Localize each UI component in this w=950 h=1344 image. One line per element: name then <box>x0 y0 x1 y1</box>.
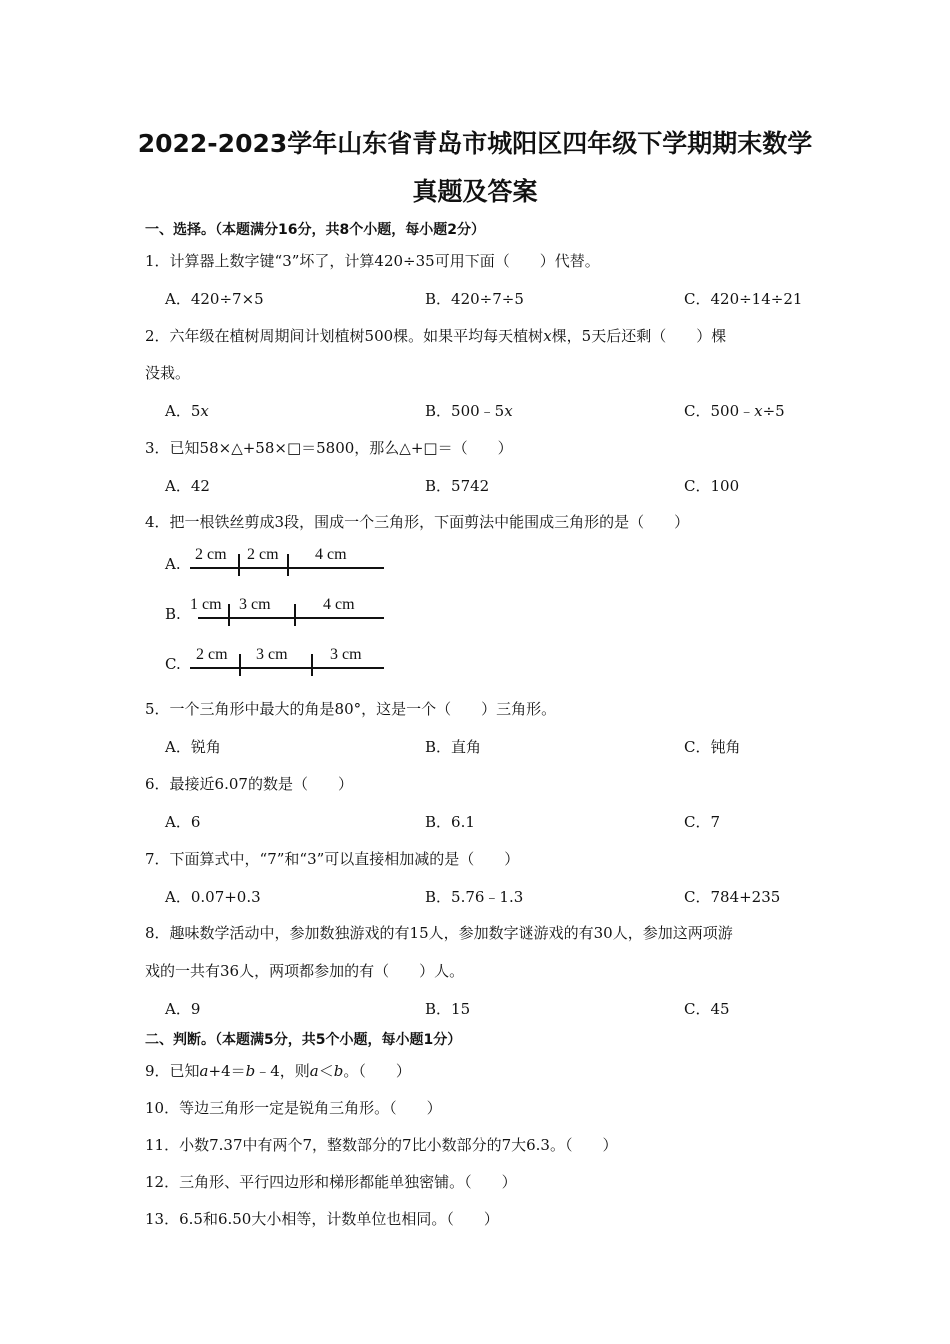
segment-label: 3 cm <box>239 596 271 613</box>
question-4-stem: 4．把一根铁丝剪成3段，围成一个三角形，下面剪法中能围成三角形的是（ ） <box>145 513 690 531</box>
question-1-stem: 1．计算器上数字键“3”坏了，计算420÷35可用下面（ ）代替。 <box>145 252 600 270</box>
question-8-option-b: B．15 <box>425 1000 471 1018</box>
question-5-stem: 5．一个三角形中最大的角是80°，这是一个（ ）三角形。 <box>145 700 557 718</box>
question-5-option-c: C．钝角 <box>684 738 741 756</box>
wire-line <box>190 667 384 669</box>
question-4-option-b-wire <box>190 595 390 630</box>
question-4-option-c-wire <box>190 645 390 680</box>
segment-label: 3 cm <box>256 646 288 663</box>
question-6-option-c: C．7 <box>684 813 721 831</box>
question-4-option-a-label: A. <box>165 555 181 573</box>
cut-mark <box>239 654 241 676</box>
question-1-option-a: A．420÷7×5 <box>165 290 264 308</box>
question-13-stem: 13．6.5和6.50大小相等，计数单位也相同。（ ） <box>145 1210 499 1228</box>
segment-label: 2 cm <box>247 546 279 563</box>
question-2-option-a: A．5x <box>165 402 209 420</box>
question-8-option-c: C．45 <box>684 1000 730 1018</box>
cut-mark <box>294 604 296 626</box>
question-6-stem: 6．最接近6.07的数是（ ） <box>145 775 353 793</box>
question-10-stem: 10．等边三角形一定是锐角三角形。（ ） <box>145 1099 442 1117</box>
question-1-option-c: C．420÷14÷21 <box>684 290 803 308</box>
page-title-line1: 2022-2023学年山东省青岛市城阳区四年级下学期期末数学 <box>137 129 813 158</box>
section-heading-choice: 一、选择。（本题满分16分，共8个小题，每小题2分） <box>145 222 485 238</box>
question-4-option-b-label: B. <box>165 605 181 623</box>
question-7-option-c: C．784+235 <box>684 888 781 906</box>
segment-label: 2 cm <box>196 646 228 663</box>
question-3-option-a: A．42 <box>165 477 210 495</box>
question-2-option-b: B．500﹣5x <box>425 402 513 420</box>
segment-label: 1 cm <box>190 596 222 613</box>
question-9-stem: 9．已知a+4＝b﹣4，则a＜b。（ ） <box>145 1062 411 1080</box>
question-8-option-a: A．9 <box>165 1000 201 1018</box>
segment-label: 4 cm <box>323 596 355 613</box>
question-6-option-b: B．6.1 <box>425 813 475 831</box>
segment-label: 2 cm <box>195 546 227 563</box>
question-4-option-c-label: C. <box>165 655 181 673</box>
question-4-option-a-wire <box>190 545 390 580</box>
question-7-option-a: A．0.07+0.3 <box>165 888 261 906</box>
page-title-line2: 真题及答案 <box>412 177 538 206</box>
question-3-stem: 3．已知58×△+58×□＝5800，那么△+□＝（ ） <box>145 439 513 457</box>
question-8-stem-line2: 戏的一共有36人，两项都参加的有（ ）人。 <box>145 962 465 980</box>
question-5-option-a: A．锐角 <box>165 738 221 756</box>
question-12-stem: 12．三角形、平行四边形和梯形都能单独密铺。（ ） <box>145 1173 517 1191</box>
question-2-stem-line1: 2．六年级在植树周期间计划植树500棵。如果平均每天植树x棵，5天后还剩（ ）棵 <box>145 327 727 345</box>
segment-label: 4 cm <box>315 546 347 563</box>
section-heading-judgement: 二、判断。（本题满5分，共5个小题，每小题1分） <box>145 1032 462 1048</box>
question-3-option-c: C．100 <box>684 477 740 495</box>
question-5-option-b: B．直角 <box>425 738 482 756</box>
question-6-option-a: A．6 <box>165 813 201 831</box>
question-7-option-b: B．5.76﹣1.3 <box>425 888 524 906</box>
cut-mark <box>311 654 313 676</box>
cut-mark <box>238 554 240 576</box>
segment-label: 3 cm <box>330 646 362 663</box>
cut-mark <box>287 554 289 576</box>
cut-mark <box>228 604 230 626</box>
question-3-option-b: B．5742 <box>425 477 490 495</box>
question-8-stem-line1: 8．趣味数学活动中，参加数独游戏的有15人，参加数字谜游戏的有30人，参加这两项游 <box>145 924 733 942</box>
question-2-option-c: C．500﹣x÷5 <box>684 402 785 420</box>
question-7-stem: 7．下面算式中，“7”和“3”可以直接相加减的是（ ） <box>145 850 520 868</box>
question-11-stem: 11．小数7.37中有两个7，整数部分的7比小数部分的7大6.3。（ ） <box>145 1136 618 1154</box>
wire-line <box>198 617 384 619</box>
question-2-stem-line2: 没栽。 <box>145 364 191 382</box>
question-1-option-b: B．420÷7÷5 <box>425 290 524 308</box>
